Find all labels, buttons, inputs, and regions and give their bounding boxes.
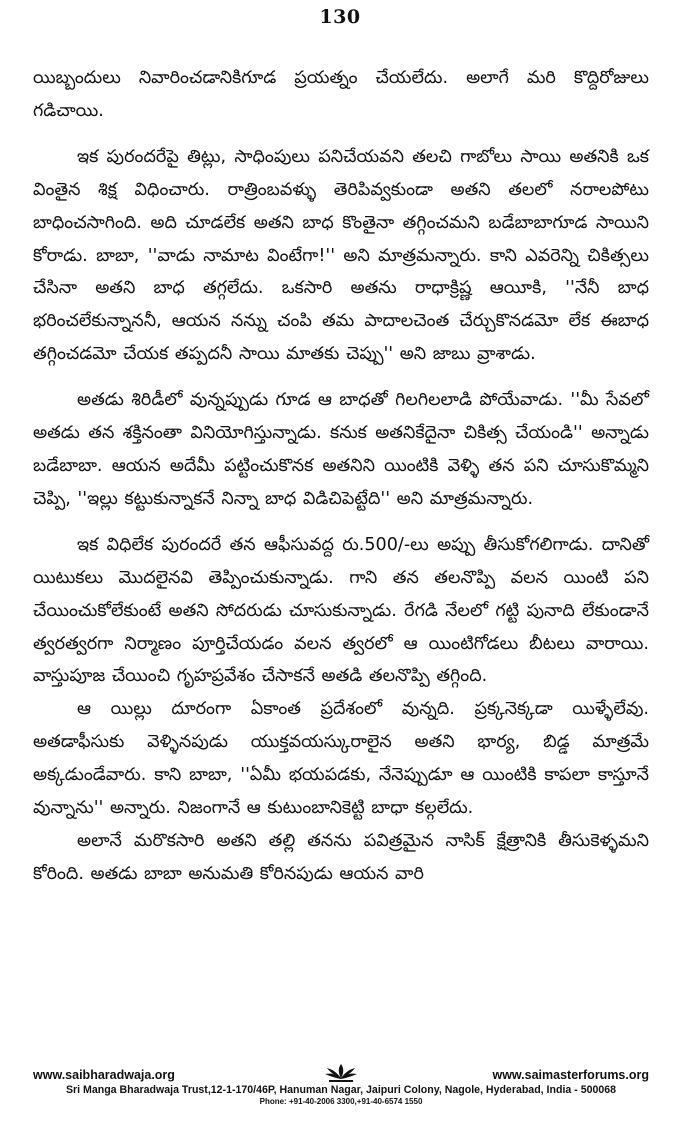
paragraph-2: ఇక పురందరేపై తిట్లు, సాధింపులు పనిచేయవని తలచి గాబోలు సాయి అతనికి ఒక వింతైన శిక్ష విధించారు. రాత్రింబవళ్ళు తెరిపివ్వకుండా అతని తలలో నరాలపోటు బాధించసాగింది. అది చూడలేక అతని బాధ కొంతైనా తగ్గించమని బడేబాబాగూడ సాయిని కోరాడు. బాబా, ''వాడు నామాట వింటేగా!'' అని మాత్రమన్నారు. కాని ఎవరెన్ని చికిత్సలు చేసినా అతని బాధ తగ్గలేదు. ఒకసారి అతను రాధాక్రిష్ణ ఆయీకి, ''నేనీ బాధ భరించలేకున్నాననీ, ఆయన నన్ను చంపి తమ పాదాలచెంత చేర్చుకొనడమో లేక ఈబాధ తగ్గించడమో చేయక తప్పదనీ సాయి మాతకు చెప్పు'' అని జాబు వ్రాశాడు. xyxy=(33,146,649,365)
paragraph-5: ఆ యిల్లు దూరంగా ఏకాంత ప్రదేశంలో వున్నది. ప్రక్కనెక్కడా యిళ్ళేలేవు. అతడాఫీసుకు వెళ్ళినపుడు యుక్తవయస్కురాలైన అతని భార్య, బిడ్డ మాత్రమే అక్కడుండేవారు. కాని బాబా, ''ఏమీ భయపడకు, నేనెప్పుడూ ఆ యింటికి కాపలా కాస్తూనే వున్నాను'' అన్నారు. నిజంగానే ఆ కుటుంబానికెట్టి బాధా కల్గలేదు. xyxy=(33,699,649,819)
footer-address: Sri Manga Bharadwaja Trust,12-1-170/46P, Hanuman Nagar, Jaipuri Colony, Nagole, Hyderabad, India - 500068 xyxy=(65,1084,617,1096)
page-footer xyxy=(33,1068,649,1118)
page-body xyxy=(33,62,649,891)
lotus-logo-icon xyxy=(321,1062,361,1084)
paragraph-4: ఇక విధిలేక పురందరే తన ఆఫీసువద్ద రు.500/-లు అప్పు తీసుకోగలిగాడు. దానితో యిటుకలు మొదలైనవి తెప్పించుకున్నాడు. గాని తన తలనొప్పి వలన యింటి పని చేయించుకోలేకుంటే అతని సోదరుడు చూసుకున్నాడు. రేగడి నేలలో గట్టి పునాది లేకుండానే త్వరత్వరగా నిర్మాణం పూర్తిచేయడం వలన త్వరలో ఆ యింటిగోడలు బీటలు వారాయి. వాస్తుపూజ చేయించి గృహప్రవేశం చేసాకనే అతడి తలనొప్పి తగ్గింది. xyxy=(33,534,649,687)
footer-site-left: www.saibharadwaja.org xyxy=(33,1068,175,1082)
footer-phone: Phone: +91-40-2006 3300,+91-40-6574 1550 xyxy=(259,1097,423,1106)
paragraph-1: యిబ్బందులు నివారించడానికిగూడ ప్రయత్నం చేయలేదు. అలాగే మరి కొద్దిరోజులు గడిచాయి. xyxy=(33,68,649,121)
paragraph-6: అలానే మరొకసారి అతని తల్లి తనను పవిత్రమైన నాసిక్ క్షేత్రానికి తీసుకెళ్ళమని కోరింది. అతడు బాబా అనుమతి కోరినపుడు ఆయన వారి xyxy=(33,830,649,884)
page-number: 130 xyxy=(319,6,361,28)
footer-site-right: www.saimasterforums.org xyxy=(492,1068,649,1082)
paragraph-3: అతడు శిరిడీలో వున్నప్పుడు గూడ ఆ బాధతో గిలగిలలాడి పోయేవాడు. ''మీ సేవలో అతడు తన శక్తినంతా వినియోగిస్తున్నాడు. కనుక అతనికేదైనా చికిత్స చేయండి'' అన్నాడు బడేబాబా. ఆయన అదేమీ పట్టించుకొనక అతనిని యింటికి వెళ్ళి తన పని చూసుకొమ్మని చెప్పి, ''ఇల్లు కట్టుకున్నాకనే నిన్నా బాధ విడిచిపెట్టేది'' అని మాత్రమన్నారు. xyxy=(33,390,649,509)
footer-links-row xyxy=(33,1068,649,1084)
